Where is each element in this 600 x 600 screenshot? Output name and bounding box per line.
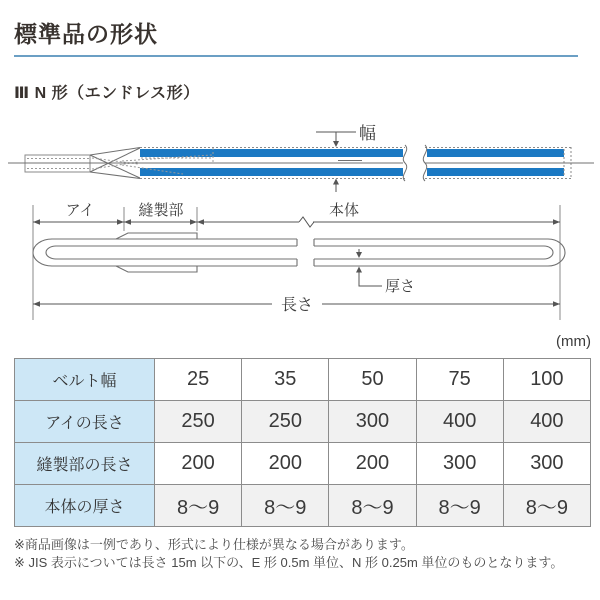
footnote-line: ※商品画像は一例であり、形式により仕様が異なる場合があります。: [14, 537, 414, 552]
table-cell: 100: [503, 359, 590, 401]
table-cell: 8～9: [329, 485, 416, 527]
sewn-overlap-top: [116, 233, 197, 239]
table-cell: 250: [242, 401, 329, 443]
table-row-sewn-length: [15, 443, 591, 485]
row-header-body-thickness: 本体の厚さ: [15, 485, 155, 527]
arrow-right-icon: [190, 219, 197, 225]
thickness-dimension: [356, 249, 415, 295]
table-cell: 8～9: [155, 485, 242, 527]
upper-dimension-line: [33, 201, 560, 227]
table-cell: 200: [155, 443, 242, 485]
table-cell: 250: [155, 401, 242, 443]
footnote-line: ※ JIS 表示については長さ 15m 以下の、E 形 0.5m 単位、N 形 0.25m 単位のものとなります。: [14, 555, 564, 570]
arrow-right-icon: [117, 219, 124, 225]
arrow-left-icon: [33, 219, 40, 225]
arrow-left-icon: [197, 219, 204, 225]
table-cell: 400: [416, 401, 503, 443]
arrow-down-icon: [333, 141, 339, 147]
arrow-left-icon: [124, 219, 131, 225]
sling-side-view-diagram: [0, 198, 600, 333]
arrow-right-icon: [553, 301, 560, 307]
eye-label: アイ: [65, 202, 95, 219]
table-cell: 200: [242, 443, 329, 485]
table-cell: 300: [329, 401, 416, 443]
row-header-sewn-length: 縫製部の長さ: [15, 443, 155, 485]
arrow-up-icon: [333, 179, 339, 185]
title-underline: [14, 55, 578, 57]
break-symbol: [403, 145, 426, 181]
table-cell: 8～9: [416, 485, 503, 527]
thickness-label: 厚さ: [385, 278, 416, 295]
unit-label: (mm): [556, 333, 591, 350]
spec-table: [14, 358, 591, 527]
arrow-right-icon: [553, 219, 560, 225]
row-header-belt-width: ベルト幅: [15, 359, 155, 401]
page-title: 標準品の形状: [14, 21, 158, 47]
table-cell: 8～9: [503, 485, 590, 527]
section-subtitle: Ⅲ N 形（エンドレス形）: [14, 85, 200, 102]
body-label: 本体: [328, 202, 360, 219]
arrow-down-icon: [356, 252, 362, 258]
table-cell: 400: [503, 401, 590, 443]
table-cell: 25: [155, 359, 242, 401]
arrow-left-icon: [33, 301, 40, 307]
table-cell: 8～9: [242, 485, 329, 527]
table-cell: 300: [416, 443, 503, 485]
table-row-belt-width: [15, 359, 591, 401]
row-header-eye-length: アイの長さ: [15, 401, 155, 443]
table-cell: 300: [503, 443, 590, 485]
sewn-label: 縫製部: [138, 202, 184, 219]
dimension-break-icon: [299, 217, 314, 227]
table-row-body-thickness: [15, 485, 591, 527]
table-cell: 200: [329, 443, 416, 485]
table-cell: 35: [242, 359, 329, 401]
footnotes: [14, 536, 563, 572]
arrow-up-icon: [356, 267, 362, 273]
length-label: 長さ: [280, 297, 314, 314]
width-label: 幅: [359, 124, 376, 143]
sling-top-view-diagram: [0, 112, 600, 200]
length-dimension: [33, 296, 560, 314]
table-cell: 50: [329, 359, 416, 401]
table-row-eye-length: [15, 401, 591, 443]
sewn-overlap-bottom: [116, 266, 197, 272]
loop-outline: [33, 233, 565, 272]
table-cell: 75: [416, 359, 503, 401]
